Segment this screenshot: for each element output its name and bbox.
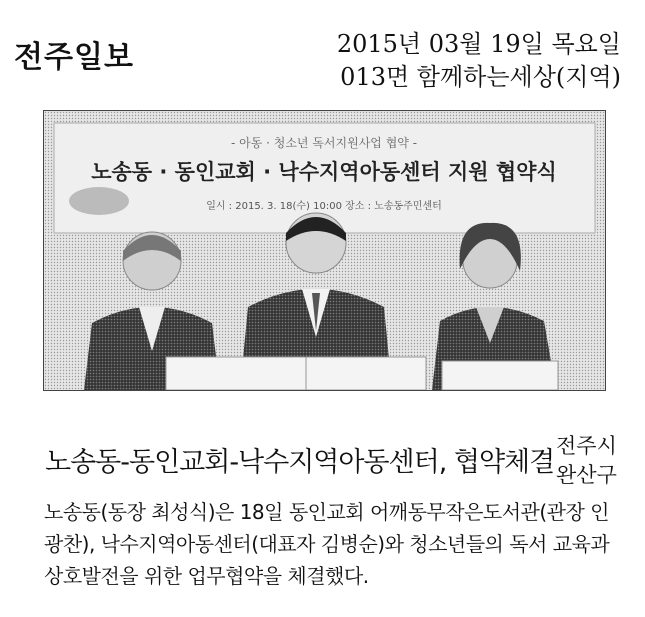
photo-illustration	[44, 111, 605, 390]
dateline	[337, 28, 621, 94]
article-body: 노송동(동장 최성식)은 18일 동인교회 어깨동무작은도서관(관장 인광찬), 낙수지역아동센터(대표자 김병순)와 청소년들의 독서 교육과 상호발전을 위한 업무협약을 체결했다.	[44, 500, 610, 588]
department-city: 전주시	[556, 434, 617, 458]
banner-title: 노송동 · 동인교회 · 낙수지역아동센터 지원 협약식	[91, 160, 557, 184]
article-headline: 노송동-동인교회-낙수지역아동센터, 협약체결	[45, 447, 555, 478]
newspaper-logo: 전주일보	[14, 40, 134, 75]
agreement-folder-center	[306, 357, 426, 390]
banner-date: 일시 : 2015. 3. 18(수) 10:00 장소 : 노송동주민센터	[206, 201, 442, 212]
agreement-folder-left	[166, 357, 306, 390]
article-photo	[43, 110, 606, 391]
department-district: 완산구	[556, 463, 617, 487]
banner-subtitle: - 아동 · 청소년 독서지원사업 협약 -	[230, 136, 418, 150]
page-section: 013면 함께하는세상(지역)	[340, 63, 621, 91]
publication-date: 2015년 03월 19일 목요일	[336, 30, 621, 58]
article-department	[556, 432, 617, 490]
agreement-folder-right	[442, 361, 558, 390]
